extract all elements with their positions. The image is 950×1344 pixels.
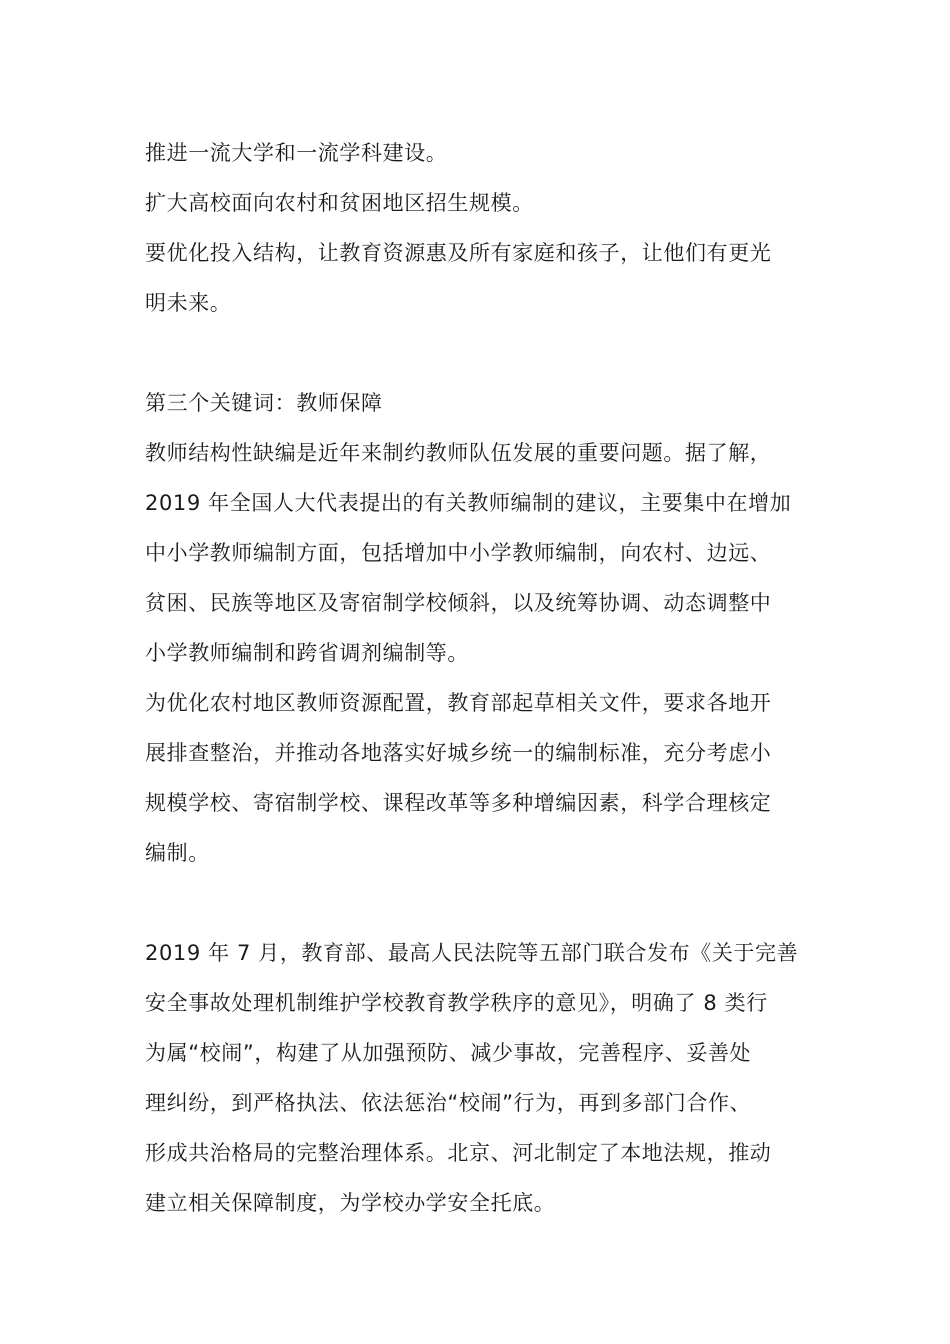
text-line: 理纠纷，到严格执法、依法惩治“校闹”行为，再到多部门合作、 xyxy=(145,1091,752,1115)
text-line: 教师结构性缺编是近年来制约教师队伍发展的重要问题。据了解， xyxy=(145,441,772,465)
paragraph-6 xyxy=(145,928,825,1228)
paragraph-2 xyxy=(145,178,825,228)
text-line: 明未来。 xyxy=(145,291,232,315)
text-line: 中小学教师编制方面，包括增加中小学教师编制，向农村、边远、 xyxy=(145,541,772,565)
text-line: 要优化投入结构，让教育资源惠及所有家庭和孩子，让他们有更光 xyxy=(145,241,772,265)
text-line: 形成共治格局的完整治理体系。北京、河北制定了本地法规，推动 xyxy=(145,1141,772,1165)
section-heading xyxy=(145,378,825,428)
paragraph-spacer xyxy=(145,878,825,928)
paragraph-spacer xyxy=(145,328,825,378)
text-line: 规模学校、寄宿制学校、课程改革等多种增编因素，科学合理核定 xyxy=(145,791,772,815)
text-line: 展排查整治，并推动各地落实好城乡统一的编制标准，充分考虑小 xyxy=(145,741,772,765)
heading-text: 第三个关键词：教师保障 xyxy=(145,391,383,415)
paragraph-4 xyxy=(145,428,825,678)
text-line: 为优化农村地区教师资源配置，教育部起草相关文件，要求各地开 xyxy=(145,691,772,715)
text-line: 建立相关保障制度，为学校办学安全托底。 xyxy=(145,1191,556,1215)
text-line: 2019 年 7 月，教育部、最高人民法院等五部门联合发布《关于完善 xyxy=(145,941,799,965)
text-line: 贫困、民族等地区及寄宿制学校倾斜，以及统筹协调、动态调整中 xyxy=(145,591,772,615)
document-body xyxy=(145,128,825,1228)
text-line: 扩大高校面向农村和贫困地区招生规模。 xyxy=(145,191,534,215)
text-line: 小学教师编制和跨省调剂编制等。 xyxy=(145,641,469,665)
text-line: 编制。 xyxy=(145,841,210,865)
paragraph-3 xyxy=(145,228,825,328)
paragraph-5 xyxy=(145,678,825,878)
text-line: 推进一流大学和一流学科建设。 xyxy=(145,141,448,165)
text-line: 为属“校闹”，构建了从加强预防、减少事故，完善程序、妥善处 xyxy=(145,1041,752,1065)
paragraph-1 xyxy=(145,128,825,178)
text-line: 2019 年全国人大代表提出的有关教师编制的建议，主要集中在增加 xyxy=(145,491,792,515)
text-line: 安全事故处理机制维护学校教育教学秩序的意见》，明确了 8 类行 xyxy=(145,991,768,1015)
